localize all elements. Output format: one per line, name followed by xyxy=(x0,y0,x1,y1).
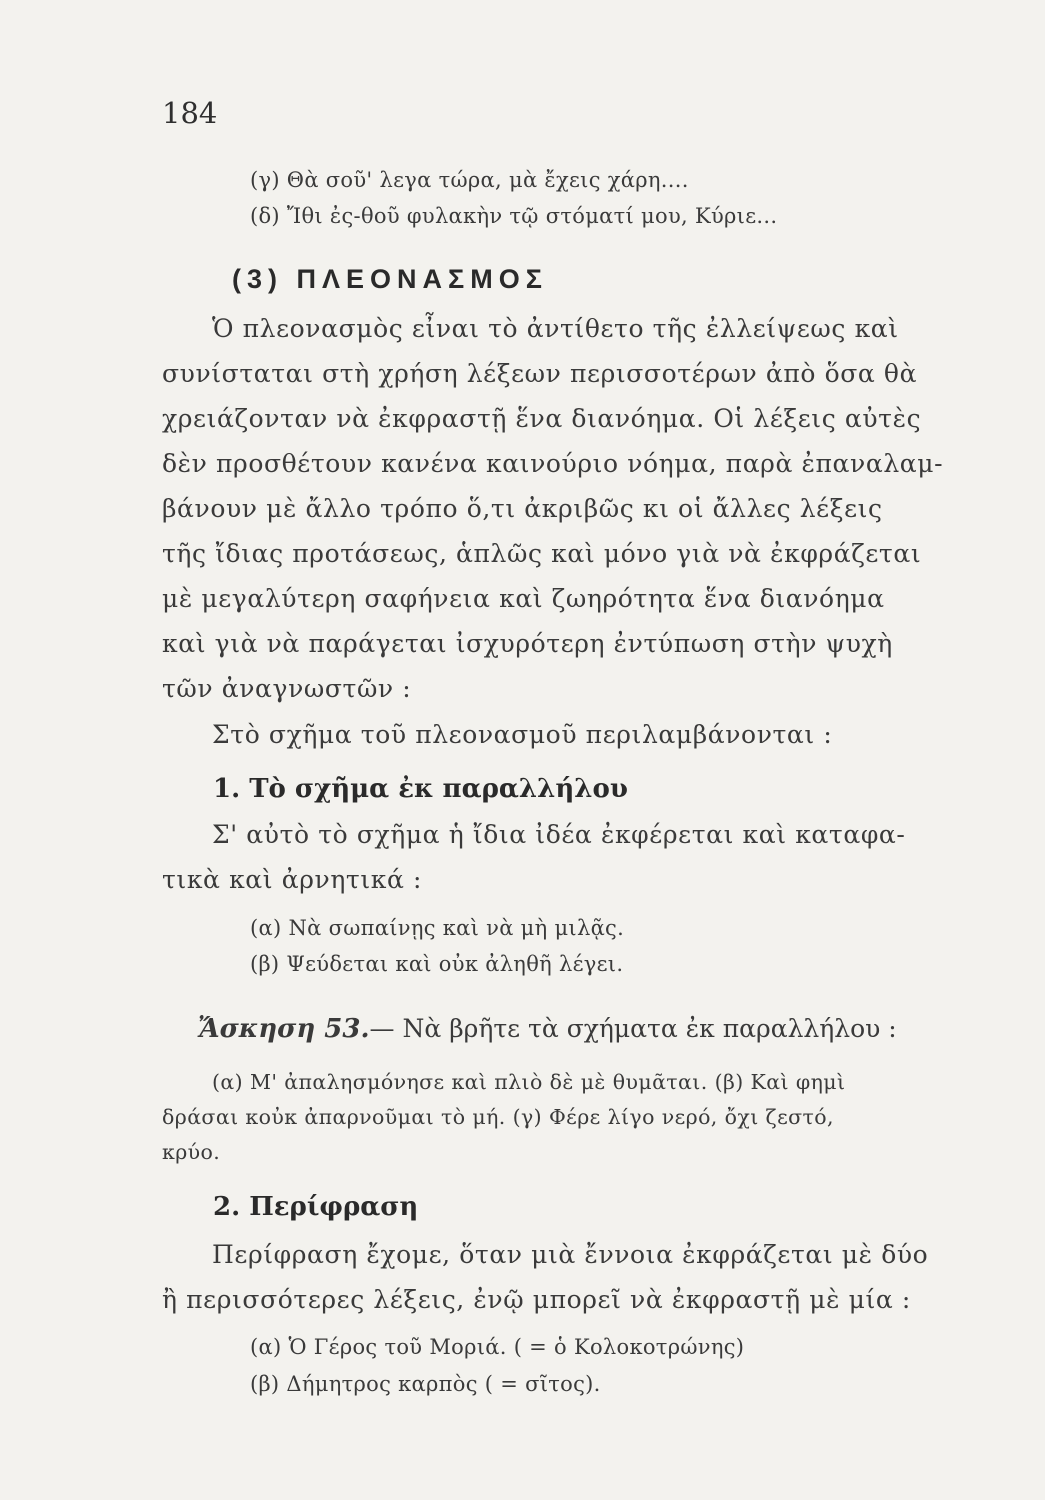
periphrasis-line-2: ἢ περισσότερες λέξεις, ἐνῷ μπορεῖ νὰ ἐκφραστῇ μὲ μία : xyxy=(162,1285,911,1314)
exercise-line-1: (α) Μ' ἀπαλησμόνησε καὶ πλιὸ δὲ μὲ θυμᾶται. (β) Καὶ φημὶ xyxy=(212,1070,846,1094)
paragraph-line-1: Ὁ πλεονασμὸς εἶναι τὸ ἀντίθετο τῆς ἐλλείψεως καὶ xyxy=(212,314,899,343)
paragraph-line-9: τῶν ἀναγνωστῶν : xyxy=(162,674,412,703)
paragraph-line-5: βάνουν μὲ ἄλλο τρόπο ὅ,τι ἀκριβῶς κι οἱ ἄλλες λέξεις xyxy=(162,494,883,523)
paragraph-line-3: χρειάζονταν νὰ ἐκφραστῇ ἕνα διανόημα. Οἱ λέξεις αὐτὲς xyxy=(162,404,922,433)
section-title: (3) ΠΛΕΟΝΑΣΜΟΣ xyxy=(232,264,548,294)
exercise-dash: — xyxy=(369,1014,395,1043)
exercise-heading xyxy=(198,1014,897,1044)
example-delta: (δ) Ἴθι ἐς-θοῦ φυλακὴν τῷ στόματί μου, Κύριε... xyxy=(250,204,778,228)
exercise-line-2: δράσαι κοὐκ ἀπαρνοῦμαι τὸ μή. (γ) Φέρε λίγο νερό, ὄχι ζεστό, xyxy=(162,1105,834,1129)
subheading-parallel: 1. Τὸ σχῆμα ἐκ παραλλήλου xyxy=(213,774,628,804)
includes-line: Στὸ σχῆμα τοῦ πλεονασμοῦ περιλαμβάνονται : xyxy=(212,720,833,749)
parallel-line-2: τικὰ καὶ ἀρνητικά : xyxy=(162,865,423,894)
exercise-instruction: Νὰ βρῆτε τὰ σχήματα ἐκ παραλλήλου : xyxy=(402,1014,897,1043)
periphrasis-example-beta: (β) Δήμητρος καρπὸς ( = σῖτος). xyxy=(250,1372,601,1396)
subheading-periphrasis: 2. Περίφραση xyxy=(213,1192,419,1222)
parallel-example-beta: (β) Ψεύδεται καὶ οὐκ ἀληθῆ λέγει. xyxy=(250,952,624,976)
paragraph-line-2: συνίσταται στὴ χρήση λέξεων περισσοτέρων ἀπὸ ὅσα θὰ xyxy=(162,359,918,388)
exercise-title: Ἄσκηση 53. xyxy=(198,1014,370,1044)
page-number: 184 xyxy=(162,96,218,130)
paragraph-line-7: μὲ μεγαλύτερη σαφήνεια καὶ ζωηρότητα ἕνα διανόημα xyxy=(162,584,885,613)
paragraph-line-8: καὶ γιὰ νὰ παράγεται ἰσχυρότερη ἐντύπωση στὴν ψυχὴ xyxy=(162,629,893,658)
periphrasis-line-1: Περίφραση ἔχομε, ὅταν μιὰ ἔννοια ἐκφράζεται μὲ δύο xyxy=(212,1240,929,1269)
example-gamma: (γ) Θὰ σοῦ' λεγα τώρα, μὰ ἔχεις χάρη.... xyxy=(250,168,689,192)
parallel-example-alpha: (α) Νὰ σωπαίνῃς καὶ νὰ μὴ μιλᾷς. xyxy=(250,916,625,940)
parallel-line-1: Σ' αὐτὸ τὸ σχῆμα ἡ ἴδια ἰδέα ἐκφέρεται καὶ καταφα- xyxy=(212,820,906,849)
periphrasis-example-alpha: (α) Ὁ Γέρος τοῦ Μοριά. ( = ὁ Κολοκοτρώνης) xyxy=(250,1335,745,1359)
paragraph-line-6: τῆς ἴδιας προτάσεως, ἁπλῶς καὶ μόνο γιὰ νὰ ἐκφράζεται xyxy=(162,539,922,568)
paragraph-line-4: δὲν προσθέτουν κανένα καινούριο νόημα, παρὰ ἐπαναλαμ- xyxy=(162,449,944,478)
exercise-line-3: κρύο. xyxy=(162,1140,221,1164)
